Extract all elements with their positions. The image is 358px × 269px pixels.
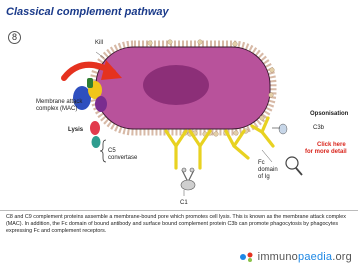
- lysis-label: Lysis: [68, 127, 84, 133]
- opsonisation-label: Opsonisation: [310, 111, 349, 117]
- more-detail-link[interactable]: for more detail: [305, 149, 347, 155]
- c5-convertase-label: convertase: [108, 155, 138, 161]
- step-number: 8: [8, 31, 21, 44]
- click-here-link[interactable]: Click here: [317, 142, 346, 148]
- logo-prefix: immuno: [257, 251, 298, 263]
- site-logo[interactable]: [238, 249, 352, 265]
- caption-divider: [0, 210, 358, 211]
- fc-domain-label: domain: [258, 167, 278, 173]
- c3b-protein: [279, 124, 287, 134]
- logo-tld: .org: [332, 251, 352, 263]
- c5-brace: [100, 140, 106, 162]
- fc-label: Fc: [258, 160, 265, 166]
- logo-suffix: paedia: [298, 251, 333, 263]
- c5-label: C5: [108, 148, 116, 154]
- mac-label-line2: complex (MAC): [36, 106, 78, 112]
- magnifier-icon: [286, 157, 302, 175]
- mac-label-line1: Membrane attack: [36, 99, 83, 105]
- c1-label: C1: [180, 200, 188, 206]
- logo-emblem-icon: [238, 250, 256, 264]
- cell-nucleus: [143, 65, 209, 105]
- c3b-label: C3b: [313, 125, 325, 131]
- c1-complex: [181, 168, 195, 190]
- page-title: Classical complement pathway: [6, 6, 169, 18]
- c5-convertase: [90, 121, 101, 148]
- fc-of-ig-label: of Ig: [258, 174, 270, 180]
- logo-text: [258, 251, 352, 263]
- caption-text: C8 and C9 complement proteins assemble a membrane-bound pore which promotes cell lysis. This is known as the membrane attack complex (MAC). In addition, the Fc domain of bound antibody and surface bound complement protein C3b can promote phagocytosis by phagocytes expressing Fc and complement receptors.: [6, 214, 346, 234]
- kill-label: Kill: [95, 40, 104, 46]
